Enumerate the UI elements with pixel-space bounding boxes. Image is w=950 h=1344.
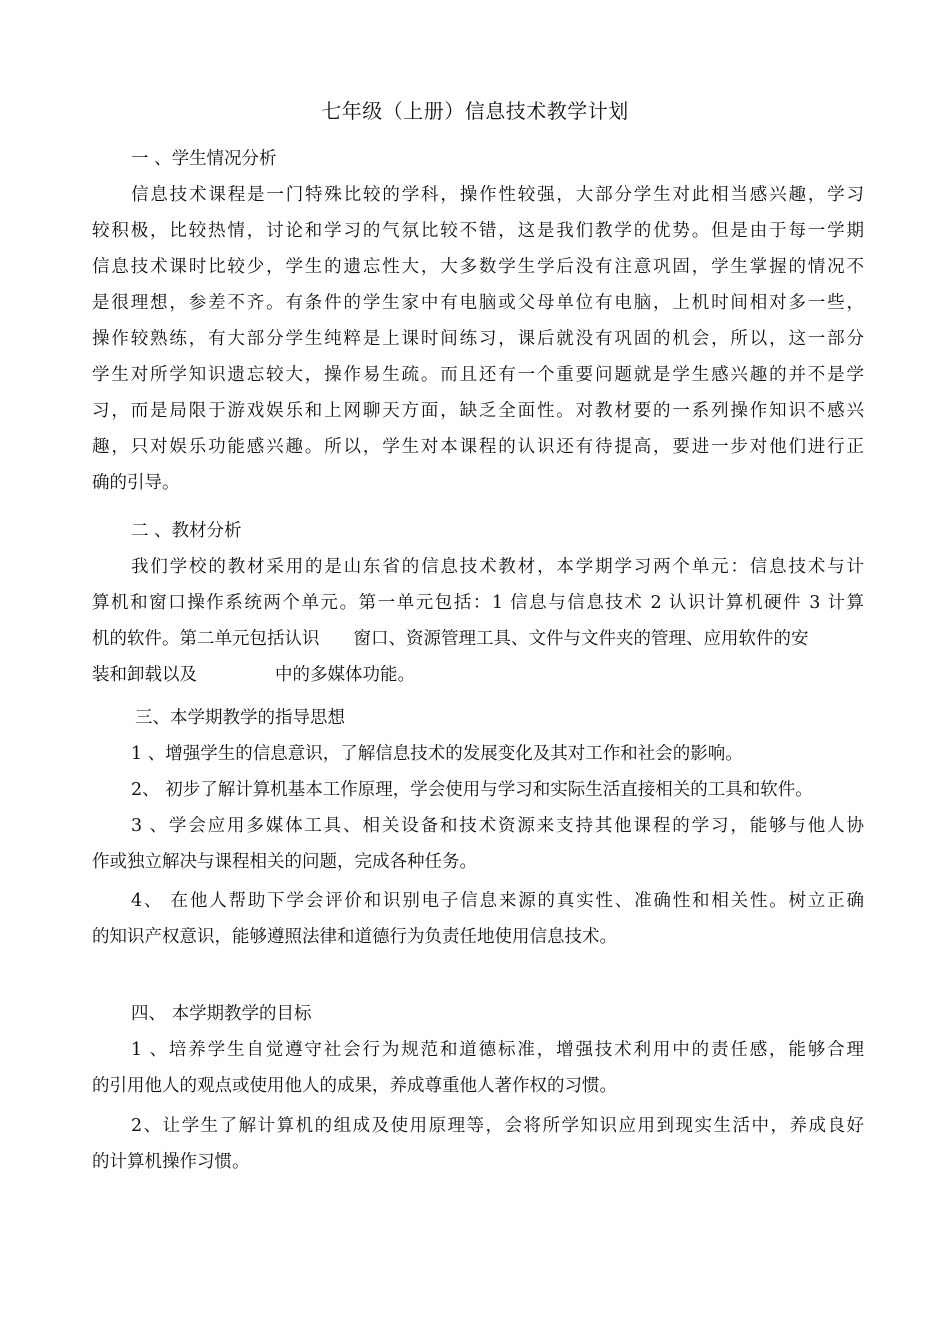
paragraph-fragment: 装和卸载以及 xyxy=(92,665,197,685)
paragraph-line: 算机和窗口操作系统两个单元。第一单元包括：1 信息与信息技术 2 认识计算机硬件 3 计算 xyxy=(92,593,864,613)
paragraph-line: 趣，只对娱乐功能感兴趣。所以，学生对本课程的认识还有待提高，要进一步对他们进行正 xyxy=(92,437,864,457)
paragraph-line: 确的引导。 xyxy=(92,473,180,493)
paragraph-line: 习，而是局限于游戏娱乐和上网聊天方面，缺乏全面性。对教材要的一系列操作知识不感兴 xyxy=(92,401,864,421)
paragraph-line: 操作较熟练，有大部分学生纯粹是上课时间练习，课后就没有巩固的机会，所以，这一部分 xyxy=(92,329,864,349)
paragraph-fragment: 中的多媒体功能。 xyxy=(275,665,415,685)
section-heading-textbook-analysis: 二 、教材分析 xyxy=(131,521,242,541)
document-title: 七年级（上册）信息技术教学计划 xyxy=(321,99,629,123)
paragraph-line: 的计算机操作习惯。 xyxy=(92,1152,250,1172)
paragraph-fragment: 窗口、资源管理工具、文件与文件夹的管理、应用软件的安 xyxy=(353,629,809,649)
list-item: 3 、学会应用多媒体工具、相关设备和技术资源来支持其他课程的学习，能够与他人协 xyxy=(131,816,864,836)
paragraph-fragment: 机的软件。第二单元包括认识 xyxy=(92,629,320,649)
list-item: 2、让学生了解计算机的组成及使用原理等，会将所学知识应用到现实生活中，养成良好 xyxy=(131,1116,864,1136)
paragraph-line: 信息技术课程是一门特殊比较的学科，操作性较强，大部分学生对此相当感兴趣，学习 xyxy=(131,185,864,205)
section-heading-teaching-goals: 四、 本学期教学的目标 xyxy=(131,1004,312,1024)
paragraph-line: 我们学校的教材采用的是山东省的信息技术教材，本学期学习两个单元：信息技术与计 xyxy=(131,557,864,577)
list-item: 4、 在他人帮助下学会评价和识别电子信息来源的真实性、准确性和相关性。树立正确 xyxy=(131,891,864,911)
paragraph-line: 是很理想，参差不齐。有条件的学生家中有电脑或父母单位有电脑，上机时间相对多一些， xyxy=(92,293,864,313)
list-item: 2、 初步了解计算机基本工作原理，学会使用与学习和实际生活直接相关的工具和软件。 xyxy=(131,780,813,800)
paragraph-line: 较积极，比较热情，讨论和学习的气氛比较不错，这是我们教学的优势。但是由于每一学期 xyxy=(92,221,864,241)
section-heading-guiding-ideas: 三、本学期教学的指导思想 xyxy=(135,708,345,728)
paragraph-line: 的知识产权意识，能够遵照法律和道德行为负责任地使用信息技术。 xyxy=(92,927,617,947)
paragraph-line xyxy=(92,625,864,653)
paragraph-line xyxy=(92,661,864,689)
list-item: 1 、增强学生的信息意识，了解信息技术的发展变化及其对工作和社会的影响。 xyxy=(131,744,743,764)
paragraph-line: 作或独立解决与课程相关的问题，完成各种任务。 xyxy=(92,852,477,872)
paragraph-line: 的引用他人的观点或使用他人的成果，养成尊重他人著作权的习惯。 xyxy=(92,1076,617,1096)
list-item: 1 、培养学生自觉遵守社会行为规范和道德标准，增强技术利用中的责任感，能够合理 xyxy=(131,1040,864,1060)
section-heading-student-analysis: 一 、学生情况分析 xyxy=(131,149,277,169)
paragraph-line: 信息技术课时比较少，学生的遗忘性大，大多数学生学后没有注意巩固，学生掌握的情况不 xyxy=(92,257,864,277)
paragraph-line: 学生对所学知识遗忘较大，操作易生疏。而且还有一个重要问题就是学生感兴趣的并不是学 xyxy=(92,365,864,385)
